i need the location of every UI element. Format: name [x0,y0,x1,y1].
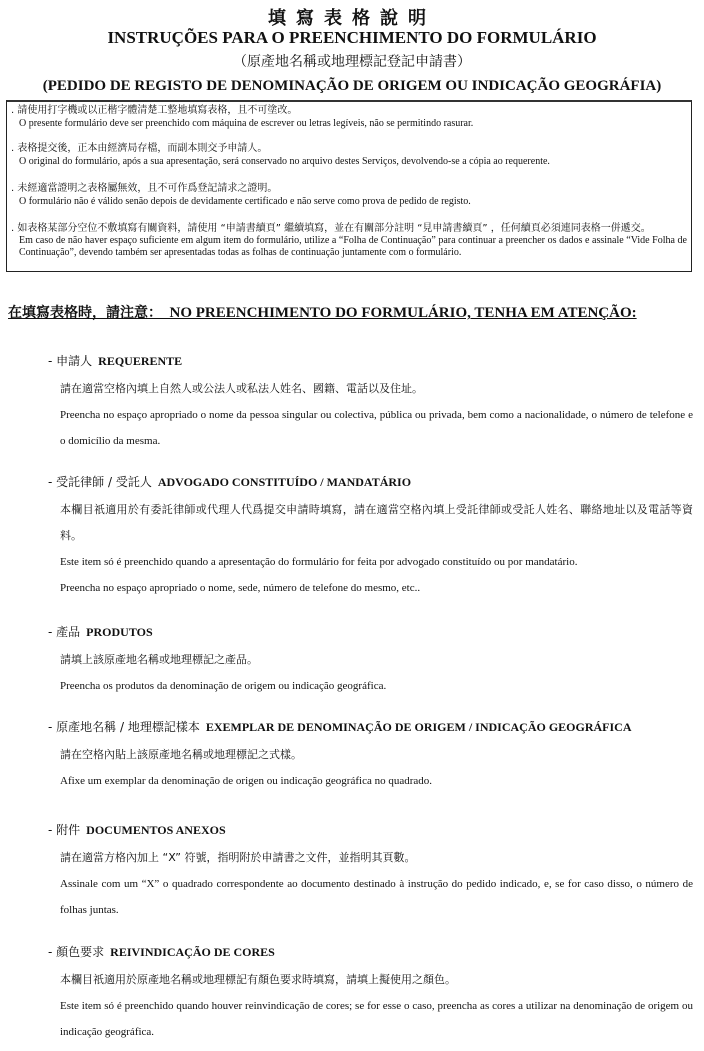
section-title-portuguese: REQUERENTE [98,354,183,368]
section-header [48,718,693,742]
note-portuguese: O formulário não é válido senão depois de devidamente certificado e não serve como prova de pedido de registo. [19,196,471,207]
note-chinese: . 未經適當證明之表格屬無效，且不可作爲登記請求之證明。 [11,183,278,194]
section-header [48,352,693,376]
section-text-chinese: 本欄目祇適用於有委託律師或代理人代爲提交申請時填寫，請在適當空格內填上受託律師或受託人姓名、聯絡地址以及電話等資料。 [60,503,693,542]
section-title-portuguese: ADVOGADO CONSTITUÍDO / MANDATÁRIO [157,475,412,489]
attention-heading [8,302,637,322]
section-header [48,473,693,497]
section-text-chinese: 本欄目祇適用於原產地名稱或地理標記有顏色要求時填寫，請填上擬使用之顏色。 [60,973,456,986]
note-item [11,222,687,259]
heading-portuguese: NO PREENCHIMENTO DO FORMULÁRIO, TENHA EM ATENÇÃO: [169,305,637,321]
section-text-portuguese: Assinale com um “X” o quadrado correspondente ao documento destinado à instrução do pedido indicado, e, se for caso disso, o número de folhas juntas. [60,878,693,916]
instruction-section [48,821,693,923]
section-header [48,821,693,845]
section-text-portuguese: Este item só é preenchido quando houver reinvindicação de cores; se for esse o caso, preencha as cores a utilizar na denominação de origem ou indicação geográfica. [60,1000,693,1038]
section-title-chinese: - 原產地名稱 / 地理標記樣本 [48,720,200,734]
note-item [11,142,687,168]
instruction-section [48,718,693,794]
section-text-portuguese: Preencha os produtos da denominação de origem ou indicação geográfica. [60,680,387,692]
section-text-chinese: 請在適當方格內加上 “X” 符號，指明附於申請書之文件，並指明其頁數。 [60,851,416,864]
instruction-section [48,943,693,1045]
subtitle-chinese: （原產地名稱或地理標記登記申請書） [233,54,471,70]
general-notes-box [6,100,692,272]
section-text-portuguese: Preencha no espaço apropriado o nome, sede, número de telefone do mesmo, etc.. [60,582,421,594]
note-chinese: . 如表格某部分空位不敷填寫有關資料，請使用 “申請書續頁” 繼續填寫，並在有關部分註明 “見申請書續頁” ，任何續頁必須連同表格一併遞交。 [11,223,651,234]
section-title-chinese: - 申請人 [48,354,93,368]
section-title-portuguese: DOCUMENTOS ANEXOS [86,823,226,837]
heading-chinese: 在填寫表格時，請注意： [8,305,162,321]
note-item [11,182,687,208]
section-text-chinese: 請在適當空格內填上自然人或公法人或私法人姓名、國籍、電話以及住址。 [60,382,423,395]
instruction-section [48,352,693,454]
section-text-portuguese: Preencha no espaço apropriado o nome da pessoa singular ou colectiva, pública ou privada, bem como a nacionalidade, o número de telefone e o domicílio da mesma. [60,409,693,447]
note-chinese: . 請使用打字機或以正楷字體清楚工整地填寫表格，且不可塗改。 [11,105,298,116]
subtitle-portuguese: (PEDIDO DE REGISTO DE DENOMINAÇÃO DE ORIGEM OU INDICAÇÃO GEOGRÁFIA) [42,78,662,94]
section-text-chinese: 請填上該原產地名稱或地理標記之產品。 [60,653,258,666]
section-title-portuguese: REIVINDICAÇÃO DE CORES [110,945,275,959]
section-text-portuguese: Afixe um exemplar da denominação de origen ou indicação geográfica no quadrado. [60,775,433,787]
section-title-portuguese: PRODUTOS [86,625,153,639]
section-header [48,943,693,967]
section-header [48,623,693,647]
instruction-section [48,623,693,699]
section-title-chinese: - 產品 [48,625,81,639]
section-text-portuguese: Este item só é preenchido quando a apresentação do formulário for feita por advogado constituído ou por mandatário. [60,556,578,568]
title-portuguese: INSTRUÇÕES PARA O PREENCHIMENTO DO FORMULÁRIO [107,28,597,47]
note-chinese: . 表格提交後，正本由經濟局存檔，而副本則交予申請人。 [11,143,268,154]
section-title-portuguese: EXEMPLAR DE DENOMINAÇÃO DE ORIGEM / INDICAÇÃO GEOGRÁFICA [205,720,632,734]
note-item [11,104,687,130]
section-title-chinese: - 顏色要求 [48,945,105,959]
section-text-chinese: 請在空格內貼上該原產地名稱或地理標記之式樣。 [60,748,302,761]
note-portuguese: O presente formulário deve ser preenchido com máquina de escrever ou letras legíveis, não se permitindo rasurar. [19,118,474,129]
note-portuguese: O original do formulário, após a sua apresentação, será conservado no arquivo destes Serviços, devolvendo-se a cópia ao requerente. [19,156,550,167]
instruction-section [48,473,693,601]
section-title-chinese: - 附件 [48,823,81,837]
section-title-chinese: - 受託律師 / 受託人 [48,475,152,489]
title-chinese: 填寫表格說明 [268,8,436,28]
note-portuguese: Em caso de não haver espaço suficiente em algum item do formulário, utilize a “Folha de Continuação” para continuar a preencher os dados e assinale “Vide Folha de Continuação”, devendo também ser apresentadas todas as folhas de continuação juntamente com o formulário. [19,235,687,258]
